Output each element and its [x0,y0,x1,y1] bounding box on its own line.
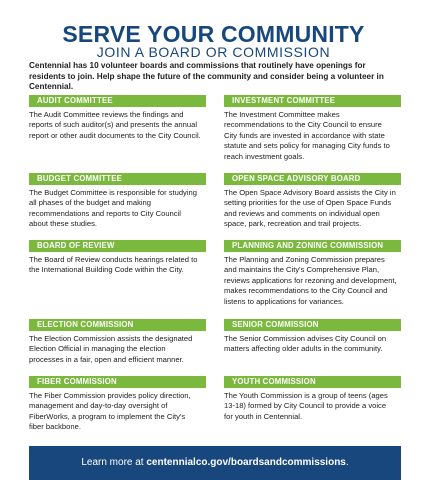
board-card-election [29,319,206,365]
board-card-fiber [29,376,206,433]
board-card-description: The Audit Committee reviews the findings and reports of such auditor(s) and presents the annual report or other audit documents to the City Council. [29,110,201,140]
board-card-investment [224,95,401,162]
board-card-description: The Investment Committee makes recommendations to the City Council to ensure City funds are invested in accordance with state statute and sets policy for managing City funds to reach investment goals. [224,110,390,161]
board-card-description: The Open Space Advisory Board assists the City in setting priorities for the use of Open Space Funds and reviews and comments on individual open space, park, recreation and trail projects. [224,188,396,229]
board-card-description: The Planning and Zoning Commission prepares and maintains the City's Comprehensive Plan, reviews applications for rezoning and development, makes recommendations to the City Council and listens to applications for variances. [224,255,397,306]
board-card-description: The Election Commission assists the designated Election Official in managing the election processes in a fair, open and efficient manner. [29,334,193,364]
footer-prefix: Learn more at [81,457,147,468]
board-card-description: The Fiber Commission provides policy direction, management and day-to-day oversight of FiberWorks, a program to implement the City's fiber backbone. [29,391,191,432]
board-card-youth [224,376,401,422]
footer-suffix: . [345,457,349,468]
board-card-description: The Board of Review conducts hearings related to the International Building Code within the City. [29,255,198,275]
board-card-heading: SENIOR COMMISSION [224,319,401,331]
board-card-heading: BOARD OF REVIEW [29,240,206,252]
board-card-budget [29,173,206,230]
board-card-senior [224,319,401,355]
board-card-heading: OPEN SPACE ADVISORY BOARD [224,173,401,185]
page-subtitle: JOIN A BOARD OR COMMISSION [96,44,331,60]
board-card-description: The Youth Commission is a group of teens (ages 13-18) formed by City Council to provide a voice for youth in Centennial. [224,391,388,421]
board-card-heading: YOUTH COMMISSION [224,376,401,388]
board-card-heading: INVESTMENT COMMITTEE [224,95,401,107]
board-card-heading: FIBER COMMISSION [29,376,206,388]
board-card-planning-zoning [224,240,401,307]
website-link[interactable]: centennialco.gov/boardsandcommissions [146,457,346,468]
board-card-open-space [224,173,401,230]
page-title: SERVE YOUR COMMUNITY [62,21,365,47]
board-card-heading: BUDGET COMMITTEE [29,173,206,185]
footer-banner [29,446,401,480]
board-card-heading: PLANNING AND ZONING COMMISSION [224,240,401,252]
board-card-audit [29,95,206,141]
intro-paragraph: Centennial has 10 volunteer boards and commissions that routinely have openings for residents to join. Help shape the future of the community and consider being a volunteer in Centennial. [29,61,384,91]
board-card-description: The Senior Commission advises City Council on matters affecting older adults in the community. [224,334,387,354]
board-card-board-of-review [29,240,206,276]
board-card-description: The Budget Committee is responsible for studying all phases of the budget and making recommendations and reports to City Council about these studies. [29,188,197,229]
board-card-heading: ELECTION COMMISSION [29,319,206,331]
board-card-heading: AUDIT COMMITTEE [29,95,206,107]
